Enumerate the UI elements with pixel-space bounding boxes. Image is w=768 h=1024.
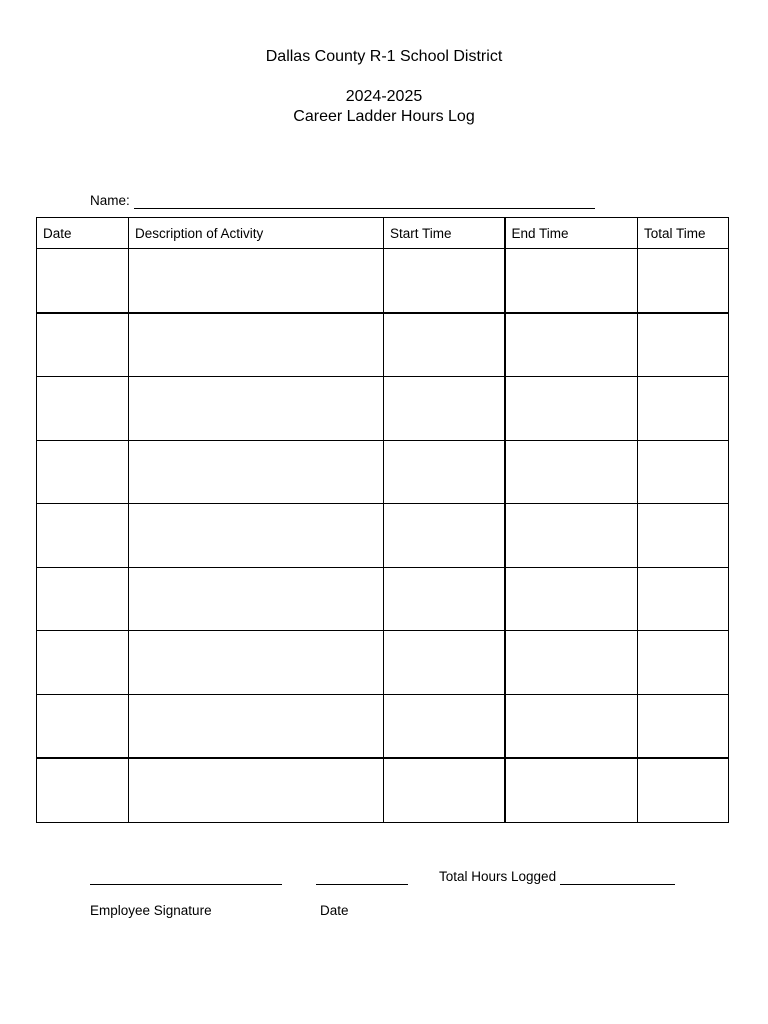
column-header-start-time: Start Time	[384, 218, 505, 249]
end-time-cell[interactable]	[505, 377, 638, 441]
end-time-cell[interactable]	[505, 504, 638, 568]
end-time-cell[interactable]	[505, 631, 638, 695]
start-time-cell[interactable]	[384, 249, 505, 313]
total-time-cell[interactable]	[638, 504, 729, 568]
district-name: Dallas County R-1 School District	[265, 48, 503, 65]
end-time-cell[interactable]	[505, 313, 638, 377]
description-cell[interactable]	[129, 567, 384, 631]
date-cell[interactable]	[37, 567, 129, 631]
total-hours-label: Total Hours Logged	[439, 869, 557, 884]
table-row	[37, 440, 729, 504]
total-hours-row	[439, 869, 675, 885]
total-hours-field[interactable]	[560, 870, 675, 885]
description-cell[interactable]	[129, 313, 384, 377]
table-row	[37, 313, 729, 377]
table-row	[37, 249, 729, 313]
total-time-cell[interactable]	[638, 694, 729, 758]
column-header-total-time: Total Time	[638, 218, 729, 249]
total-time-cell[interactable]	[638, 631, 729, 695]
total-time-cell[interactable]	[638, 249, 729, 313]
start-time-cell[interactable]	[384, 440, 505, 504]
name-field[interactable]	[134, 194, 595, 209]
start-time-cell[interactable]	[384, 377, 505, 441]
date-label: Date	[320, 903, 349, 918]
table-header-row	[37, 218, 729, 249]
table-row	[37, 504, 729, 568]
end-time-cell[interactable]	[505, 567, 638, 631]
description-cell[interactable]	[129, 440, 384, 504]
hours-log-table	[36, 217, 729, 823]
signature-date-line[interactable]	[316, 884, 408, 885]
description-cell[interactable]	[129, 631, 384, 695]
description-cell[interactable]	[129, 758, 384, 822]
date-cell[interactable]	[37, 758, 129, 822]
start-time-cell[interactable]	[384, 567, 505, 631]
date-cell[interactable]	[37, 631, 129, 695]
total-time-cell[interactable]	[638, 567, 729, 631]
total-time-cell[interactable]	[638, 440, 729, 504]
date-cell[interactable]	[37, 249, 129, 313]
table-row	[37, 694, 729, 758]
description-cell[interactable]	[129, 694, 384, 758]
start-time-cell[interactable]	[384, 631, 505, 695]
date-cell[interactable]	[37, 694, 129, 758]
table-row	[37, 377, 729, 441]
description-cell[interactable]	[129, 249, 384, 313]
page-title: Career Ladder Hours Log	[293, 108, 475, 125]
end-time-cell[interactable]	[505, 440, 638, 504]
description-cell[interactable]	[129, 504, 384, 568]
date-cell[interactable]	[37, 440, 129, 504]
end-time-cell[interactable]	[505, 758, 638, 822]
start-time-cell[interactable]	[384, 694, 505, 758]
employee-signature-line[interactable]	[90, 884, 282, 885]
total-time-cell[interactable]	[638, 377, 729, 441]
total-time-cell[interactable]	[638, 313, 729, 377]
end-time-cell[interactable]	[505, 694, 638, 758]
column-header-description: Description of Activity	[129, 218, 384, 249]
start-time-cell[interactable]	[384, 758, 505, 822]
name-row	[90, 193, 595, 209]
start-time-cell[interactable]	[384, 313, 505, 377]
table-row	[37, 758, 729, 822]
date-cell[interactable]	[37, 377, 129, 441]
name-label: Name:	[90, 193, 130, 208]
total-time-cell[interactable]	[638, 758, 729, 822]
description-cell[interactable]	[129, 377, 384, 441]
date-cell[interactable]	[37, 504, 129, 568]
column-header-end-time: End Time	[505, 218, 638, 249]
date-cell[interactable]	[37, 313, 129, 377]
column-header-date: Date	[37, 218, 129, 249]
school-year: 2024-2025	[345, 88, 423, 105]
table-row	[37, 631, 729, 695]
employee-signature-label: Employee Signature	[90, 903, 212, 918]
start-time-cell[interactable]	[384, 504, 505, 568]
end-time-cell[interactable]	[505, 249, 638, 313]
table-row	[37, 567, 729, 631]
